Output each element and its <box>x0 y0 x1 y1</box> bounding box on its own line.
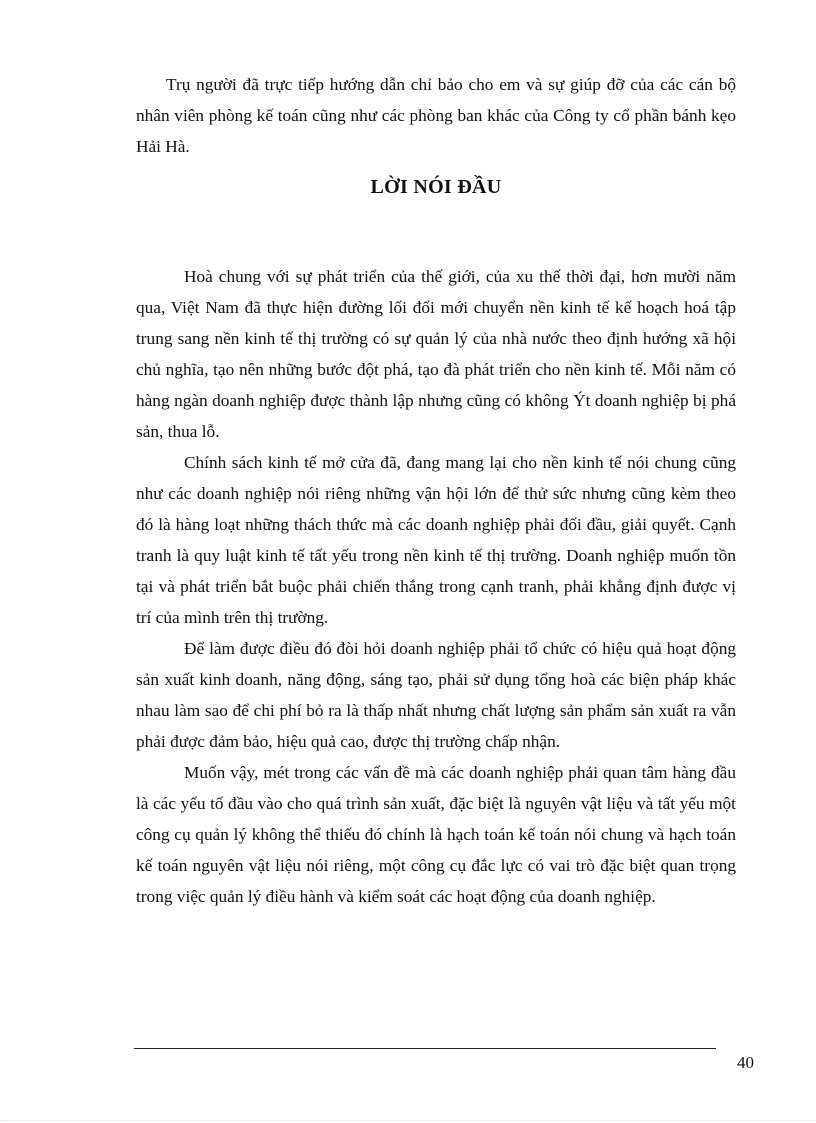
section-heading: LỜI NÓI ĐẦU <box>370 176 502 198</box>
page-edge-divider <box>0 1120 816 1121</box>
intro-paragraph: Trụ người đã trực tiếp hướng dẫn chỉ bảo cho em và sự giúp đỡ của các cán bộ nhân viên phòng kế toán cũng như các phòng ban khác của Công ty cổ phần bánh kẹo Hải Hà. <box>136 75 736 156</box>
paragraph-1: Hoà chung với sự phát triển của thế giới, của xu thế thời đại, hơn mười năm qua, Việt Nam đã thực hiện đường lối đổi mới chuyển nền kinh tế kế hoạch hoá tập trung sang nền kinh tế thị trường có sự quản lý của nhà nước theo định hướng xã hội chủ nghĩa, tạo nên những bước đột phá, tạo đà phát triển cho nền kinh tế. Mỗi năm có hàng ngàn doanh nghiệp được thành lập nhưng cũng có không Ýt doanh nghiệp bị phá sản, thua lỗ. <box>136 267 736 441</box>
footer-rule <box>134 1048 716 1049</box>
page-number: 40 <box>737 1053 754 1072</box>
paragraph-4: Muốn vậy, mét trong các vấn đề mà các doanh nghiệp phải quan tâm hàng đầu là các yếu tố đầu vào cho quá trình sản xuất, đặc biệt là nguyên vật liệu và tất yếu một công cụ quản lý không thể thiếu đó chính là hạch toán kế toán nói chung và hạch toán kế toán nguyên vật liệu nói riêng, một công cụ đắc lực có vai trò đặc biệt quan trọng trong việc quản lý điều hành và kiểm soát các hoạt động của doanh nghiệp. <box>136 763 736 906</box>
body-text <box>136 261 736 912</box>
paragraph-2: Chính sách kinh tế mở cửa đã, đang mang lại cho nền kinh tế nói chung cũng như các doanh nghiệp nói riêng những vận hội lớn để thử sức nhưng cũng kèm theo đó là hàng loạt những thách thức mà các doanh nghiệp phải đối đầu, giải quyết. Cạnh tranh là quy luật kinh tế tất yếu trong nền kinh tế thị trường. Doanh nghiệp muốn tồn tại và phát triển bắt buộc phải chiến thắng trong cạnh tranh, phải khẳng định được vị trí của mình trên thị trường. <box>136 453 736 627</box>
paragraph-3: Để làm được điều đó đòi hỏi doanh nghiệp phải tổ chức có hiệu quả hoạt động sản xuất kinh doanh, năng động, sáng tạo, phải sử dụng tổng hoà các biện pháp khác nhau làm sao để chi phí bỏ ra là thấp nhất nhưng chất lượng sản phẩm sản xuất ra vẫn phải được đảm bảo, hiệu quả cao, được thị trường chấp nhận. <box>136 639 736 751</box>
